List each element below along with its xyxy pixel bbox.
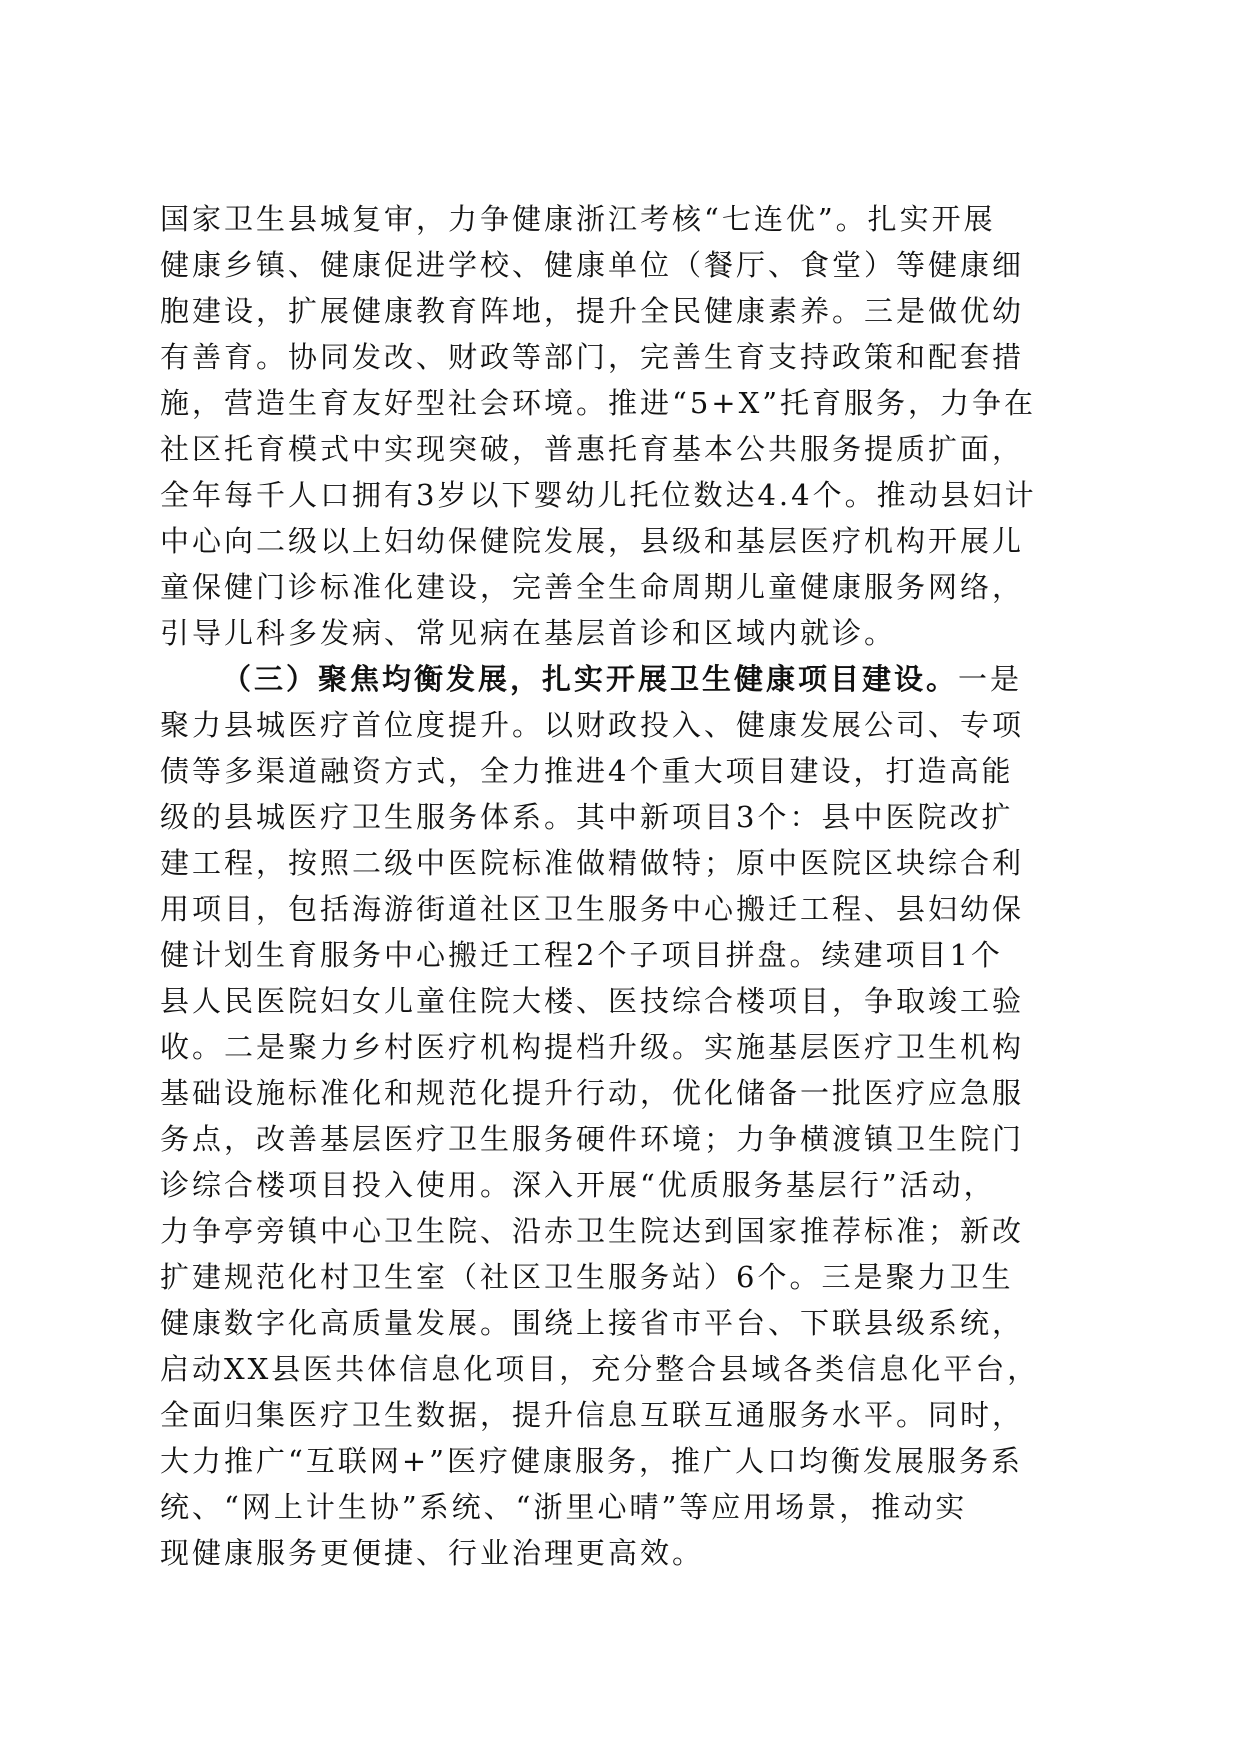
paragraph-2-line: 债等多渠道融资方式，全力推进4个重大项目建设，打造高能 <box>160 754 1014 788</box>
paragraph-1-line: 社区托育模式中实现突破，普惠托育基本公共服务提质扩面， <box>160 432 1025 466</box>
paragraph-2-line: 健计划生育服务中心搬迁工程2个子项目拼盘。续建项目1个 <box>160 938 1003 972</box>
paragraph-2-line: 启动XX县医共体信息化项目，充分整合县域各类信息化平台， <box>160 1352 1040 1386</box>
paragraph-2-line: 县人民医院妇女儿童住院大楼、医技综合楼项目，争取竣工验 <box>160 984 1025 1018</box>
paragraph-2-line: 基础设施标准化和规范化提升行动，优化储备一批医疗应急服 <box>160 1076 1025 1110</box>
paragraph-2-line: 力争亭旁镇中心卫生院、沿赤卫生院达到国家推荐标准；新改 <box>160 1214 1025 1248</box>
paragraph-1-line: 施，营造生育友好型社会环境。推进“5+X”托育服务，力争在 <box>160 386 1037 420</box>
paragraph-2-line: 收。二是聚力乡村医疗机构提档升级。实施基层医疗卫生机构 <box>160 1030 1025 1064</box>
paragraph-2-line: 务点，改善基层医疗卫生服务硬件环境；力争横渡镇卫生院门 <box>160 1122 1025 1156</box>
paragraph-2-line: 统、“网上计生协”系统、“浙里心晴”等应用场景，推动实 <box>160 1490 968 1524</box>
paragraph-2-line: 大力推广“互联网+”医疗健康服务，推广人口均衡发展服务系 <box>160 1444 1023 1478</box>
paragraph-1-line: 全年每千人口拥有3岁以下婴幼儿托位数达4.4个。推动县妇计 <box>160 478 1037 512</box>
document-body <box>160 196 1080 1576</box>
paragraph-1-line: 引导儿科多发病、常见病在基层首诊和区域内就诊。 <box>160 616 897 650</box>
paragraph-1-line: 国家卫生县城复审，力争健康浙江考核“七连优”。扎实开展 <box>160 202 996 236</box>
paragraph-1-line: 胞建设，扩展健康教育阵地，提升全民健康素养。三是做优幼 <box>160 294 1025 328</box>
paragraph-1-line: 中心向二级以上妇幼保健院发展，县级和基层医疗机构开展儿 <box>160 524 1025 558</box>
paragraph-2-line: 诊综合楼项目投入使用。深入开展“优质服务基层行”活动， <box>160 1168 996 1202</box>
paragraph-2-first-line-rest: 一是 <box>958 662 1023 696</box>
paragraph-2-line: 级的县城医疗卫生服务体系。其中新项目3个：县中医院改扩 <box>160 800 1014 834</box>
paragraph-2-first-line <box>160 656 1080 702</box>
paragraph-2-line: 健康数字化高质量发展。围绕上接省市平台、下联县级系统， <box>160 1306 1025 1340</box>
paragraph-2-line: 聚力县城医疗首位度提升。以财政投入、健康发展公司、专项 <box>160 708 1025 742</box>
paragraph-2-line: 扩建规范化村卫生室（社区卫生服务站）6个。三是聚力卫生 <box>160 1260 1014 1294</box>
paragraph-2-line: 现健康服务更便捷、行业治理更高效。 <box>160 1536 705 1570</box>
paragraph-1-line: 有善育。协同发改、财政等部门，完善生育支持政策和配套措 <box>160 340 1025 374</box>
paragraph-2-line: 全面归集医疗卫生数据，提升信息互联互通服务水平。同时， <box>160 1398 1025 1432</box>
paragraph-2-line: 用项目，包括海游街道社区卫生服务中心搬迁工程、县妇幼保 <box>160 892 1025 926</box>
paragraph-2-line: 建工程，按照二级中医院标准做精做特；原中医院区块综合利 <box>160 846 1025 880</box>
paragraph-1-line: 童保健门诊标准化建设，完善全生命周期儿童健康服务网络， <box>160 570 1025 604</box>
section-heading: （三）聚焦均衡发展，扎实开展卫生健康项目建设。 <box>222 662 959 696</box>
paragraph-1-line: 健康乡镇、健康促进学校、健康单位（餐厅、食堂）等健康细 <box>160 248 1025 282</box>
